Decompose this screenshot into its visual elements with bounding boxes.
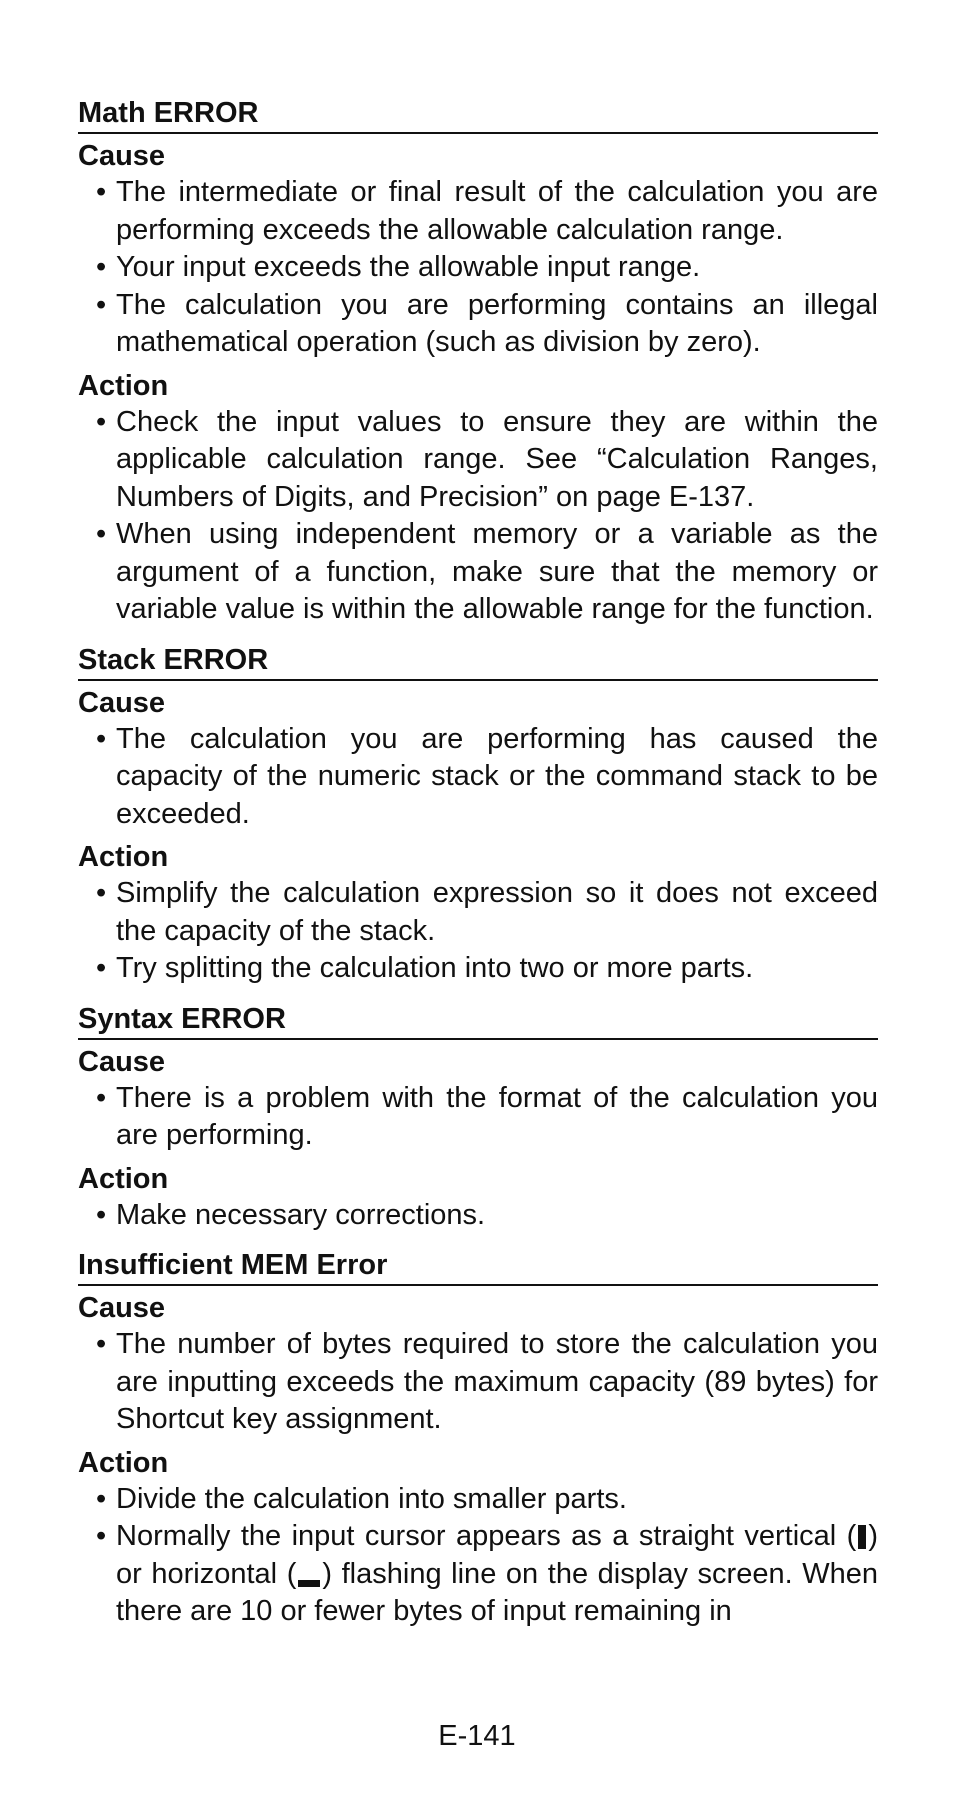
action-heading: Action — [78, 369, 169, 402]
section-title: Stack ERROR — [78, 643, 878, 681]
section-math-error — [78, 96, 878, 629]
cause-heading: Cause — [78, 140, 166, 172]
cause-heading: Cause — [78, 686, 166, 719]
list-item: • Make necessary corrections. — [78, 1197, 878, 1235]
list-item: • The calculation you are performing contains an illegal mathematical operation (such as division by zero). — [78, 287, 878, 362]
page-number: E-141 — [438, 1720, 516, 1752]
section-insufficient-mem-error — [78, 1248, 878, 1631]
cause-heading: Cause — [78, 1045, 166, 1078]
cause-heading: Cause — [78, 1292, 166, 1324]
list-item: • The calculation you are performing has caused the capacity of the numeric stack or the command stack to be exceeded. — [78, 721, 878, 834]
action-list — [78, 1197, 878, 1235]
cause-list — [78, 1326, 878, 1439]
list-item: • There is a problem with the format of the calculation you are performing. — [78, 1080, 878, 1155]
list-item: • Check the input values to ensure they are within the applicable calculation range. See “Calculation Ranges, Numbers of Digits, and Precision” on page E-137. — [78, 404, 878, 517]
section-title: Syntax ERROR — [78, 1002, 878, 1040]
section-title: Math ERROR — [78, 96, 878, 134]
cause-list — [78, 721, 878, 834]
list-item: • Your input exceeds the allowable input range. — [78, 249, 878, 287]
list-item: • Divide the calculation into smaller parts. — [78, 1481, 878, 1519]
cursor-note-text-3: ) flashing line on the display screen. When there are 10 or fewer bytes of input remaining in — [116, 1557, 878, 1627]
list-item: • Simplify the calculation expression so it does not exceed the capacity of the stack. — [78, 875, 878, 950]
action-heading: Action — [78, 1162, 169, 1195]
cause-list — [78, 174, 878, 362]
cursor-note-text-1: Normally the input cursor appears as a straight vertical ( — [116, 1520, 857, 1552]
list-item: • The number of bytes required to store the calculation you are inputting exceeds the maximum capacity (89 bytes) for Shortcut key assignment. — [78, 1326, 878, 1439]
action-heading: Action — [78, 841, 169, 873]
list-item: • When using independent memory or a variable as the argument of a function, make sure that the memory or variable value is within the allowable range for the function. — [78, 516, 878, 629]
action-list — [78, 1481, 878, 1631]
list-item: • The intermediate or final result of the calculation you are performing exceeds the allowable calculation range. — [78, 174, 878, 249]
vertical-bar-cursor-icon — [858, 1525, 866, 1549]
action-heading: Action — [78, 1446, 169, 1479]
action-list — [78, 875, 878, 988]
list-item-cursor-note — [78, 1518, 878, 1631]
section-stack-error — [78, 643, 878, 988]
list-item: • Try splitting the calculation into two or more parts. — [78, 950, 878, 988]
section-title: Insufficient MEM Error — [78, 1248, 878, 1286]
action-list — [78, 404, 878, 629]
horizontal-bar-cursor-icon — [298, 1580, 320, 1587]
section-syntax-error — [78, 1002, 878, 1235]
manual-page — [78, 96, 878, 1645]
cursor-note-text-2: ) or horizontal ( — [116, 1520, 878, 1590]
cause-list — [78, 1080, 878, 1155]
